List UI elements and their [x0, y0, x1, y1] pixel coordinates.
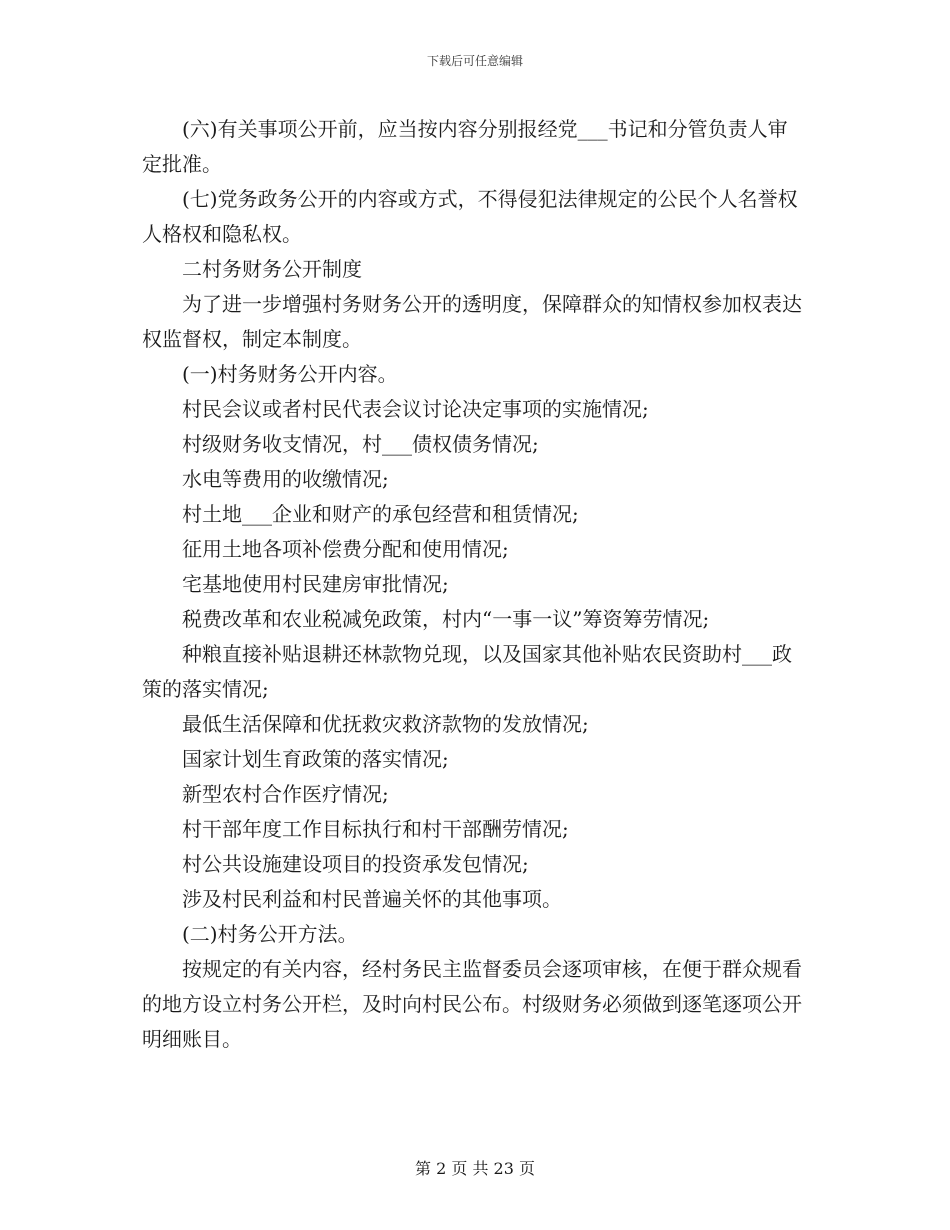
list-item: 宅基地使用村民建房审批情况;	[182, 572, 449, 596]
paragraph: 为了进一步增强村务财务公开的透明度，保障群众的知情权参加权表达权监督权，制定本制度。	[142, 292, 802, 351]
list-item: 征用土地各项补偿费分配和使用情况;	[182, 537, 509, 561]
page-footer: 第 2 页 共 23 页	[415, 1159, 535, 1178]
subsection-heading: (二)村务公开方法。	[182, 922, 358, 946]
list-item: 国家计划生育政策的落实情况;	[182, 747, 449, 771]
paragraph: 按规定的有关内容，经村务民主监督委员会逐项审核，在便于群众规看的地方设立村务公开栏，及时向村民公布。村级财务必须做到逐笔逐项公开明细账目。	[142, 957, 802, 1051]
list-item: 税费改革和农业税减免政策，村内“一事一议”筹资筹劳情况;	[182, 607, 710, 631]
list-item: 村公共设施建设项目的投资承发包情况;	[182, 852, 529, 876]
list-item: 新型农村合作医疗情况;	[182, 782, 389, 806]
list-item: 村民会议或者村民代表会议讨论决定事项的实施情况;	[182, 397, 649, 421]
list-item: 村干部年度工作目标执行和村干部酬劳情况;	[182, 817, 569, 841]
list-item: 最低生活保障和优抚救灾救济款物的发放情况;	[182, 712, 589, 736]
list-item: 水电等费用的收缴情况;	[182, 467, 389, 491]
paragraph: (七)党务政务公开的内容或方式，不得侵犯法律规定的公民个人名誉权人格权和隐私权。	[142, 187, 798, 246]
section-heading: 二村务财务公开制度	[182, 257, 362, 281]
list-item: 涉及村民利益和村民普遍关怀的其他事项。	[182, 887, 562, 911]
document-body	[142, 112, 807, 1057]
page-header: 下载后可任意编辑	[426, 54, 523, 68]
list-item: 种粮直接补贴退耕还林款物兑现，以及国家其他补贴农民资助村___政策的落实情况;	[142, 642, 792, 701]
list-item: 村土地___企业和财产的承包经营和租赁情况;	[182, 502, 579, 526]
subsection-heading: (一)村务财务公开内容。	[182, 362, 398, 386]
list-item: 村级财务收支情况，村___债权债务情况;	[182, 432, 539, 456]
paragraph: (六)有关事项公开前，应当按内容分别报经党___书记和分管负责人审定批准。	[142, 117, 788, 176]
